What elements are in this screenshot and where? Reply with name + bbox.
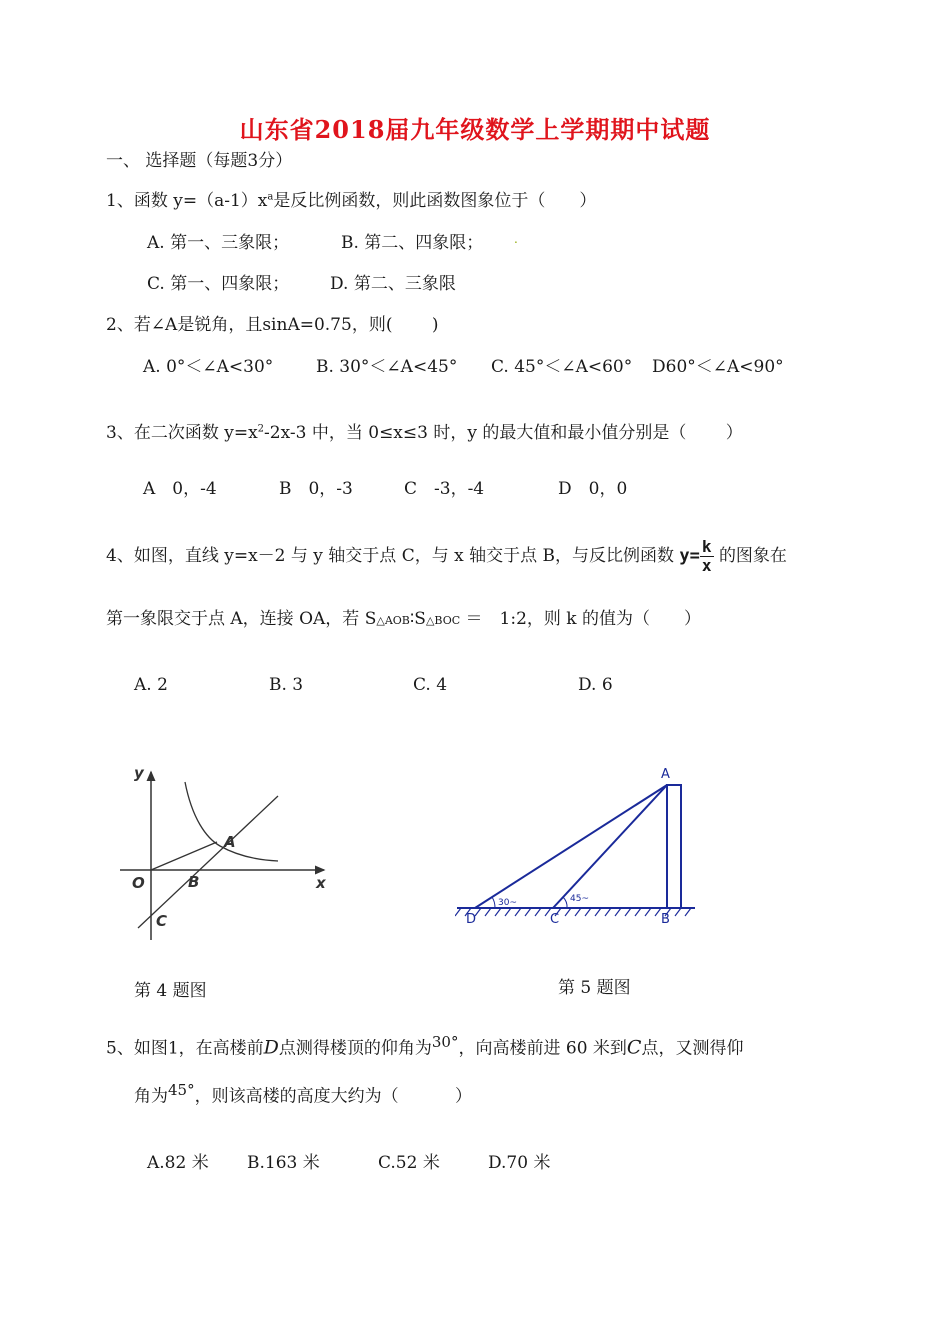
building: [667, 785, 681, 908]
point-c-symbol: C: [626, 1036, 642, 1059]
q4-option-c: C. 4: [413, 675, 448, 695]
q1-option-b: B. 第二、四象限；: [341, 233, 484, 253]
question-5-line-2: [134, 1081, 472, 1107]
q3-option-b: B 0，-3: [279, 479, 353, 499]
fig4-label-o: O: [132, 874, 145, 892]
angle-30-symbol: 30°: [431, 1033, 459, 1051]
question-3-prefix: 3、在二次函数 y=x: [106, 423, 258, 443]
question-5-part-2: 点测得楼顶的仰角为: [278, 1038, 432, 1059]
question-1-suffix: 是反比例函数，则此函数图象位于（ ）: [273, 191, 597, 211]
question-5-part-4: 点，又测得仰: [641, 1038, 744, 1059]
fig5-angle-45: 45~: [570, 894, 589, 904]
fig5-label-b: B: [661, 912, 670, 927]
question-5-line-1: [106, 1033, 743, 1059]
fig5-angle-30: 30~: [498, 898, 517, 908]
figure-4-graph: [110, 760, 340, 945]
fig4-label-c: C: [156, 912, 168, 930]
segment-oa: [151, 842, 217, 870]
question-5-line2-a: 角为: [134, 1086, 168, 1107]
subscript-boc: △BOC: [425, 614, 461, 627]
question-3-exponent: 2: [257, 423, 265, 435]
angle-arc-c: [563, 897, 567, 908]
fig5-label-d: D: [466, 912, 477, 927]
q3-option-a: A 0，-4: [143, 479, 217, 499]
line-y-x-minus-2: [138, 796, 278, 928]
question-4-line-1: [106, 538, 787, 575]
fig4-label-b: B: [188, 873, 200, 891]
fig5-label-a: A: [661, 767, 670, 782]
question-5-line2-b: ，则该高楼的高度大约为（ ）: [194, 1086, 472, 1107]
q5-option-d: D.70 米: [488, 1153, 551, 1173]
q2-option-c: C. 45°＜∠A<60°: [491, 357, 633, 377]
fig4-label-x: x: [316, 874, 326, 892]
q3-option-d: D 0，0: [558, 479, 628, 499]
angle-45-symbol: 45°: [168, 1081, 195, 1099]
question-1-prefix: 1、函数 y=（a-1）x: [106, 191, 268, 211]
section-heading: 一、 选择题（每题3分）: [106, 151, 293, 171]
fig4-label-a: A: [224, 833, 236, 851]
stray-dot: .: [514, 232, 518, 246]
q1-option-a: A. 第一、三象限；: [147, 233, 290, 253]
figure-5-caption: 第 5 题图: [558, 978, 631, 998]
question-4-prefix: 4、如图，直线 y=x－2 与 y 轴交于点 C，与 x 轴交于点 B，与反比例函数: [106, 546, 674, 566]
q5-option-a: A.82 米: [147, 1153, 209, 1173]
fig5-label-c: C: [550, 912, 560, 927]
fig4-label-y: y: [134, 764, 144, 782]
question-1-exponent: a: [267, 191, 274, 203]
q5-option-c: C.52 米: [378, 1153, 440, 1173]
question-5-part-1: 5、如图1，在高楼前: [106, 1038, 264, 1059]
question-3: [106, 418, 743, 443]
fraction-k-over-x: [700, 538, 714, 575]
q5-option-b: B.163 米: [247, 1153, 320, 1173]
ratio-colon: ∶S: [409, 609, 426, 629]
q4-option-a: A. 2: [134, 675, 168, 695]
question-4-line-2: [106, 604, 701, 629]
question-4-line2-a: 第一象限交于点 A，连接 OA，若 S: [106, 609, 377, 629]
q1-option-d: D. 第二、三象限: [330, 274, 456, 294]
figure-4-caption: 第 4 题图: [134, 981, 207, 1001]
q2-option-d: D60°＜∠A<90°: [652, 357, 784, 377]
point-d-symbol: D: [263, 1036, 279, 1059]
question-4-suffix: 的图象在: [718, 546, 787, 566]
angle-arc-d: [492, 897, 495, 908]
fraction-numerator: k: [701, 537, 712, 556]
q2-option-a: A. 0°＜∠A<30°: [143, 357, 274, 377]
subscript-aob: △AOB: [376, 614, 410, 627]
figure-5-diagram: [455, 760, 700, 930]
q2-option-b: B. 30°＜∠A<45°: [316, 357, 458, 377]
q4-option-b: B. 3: [269, 675, 304, 695]
question-1: [106, 186, 596, 211]
q1-option-c: C. 第一、四象限；: [147, 274, 290, 294]
function-lhs: y=: [679, 546, 700, 566]
question-2: 2、若∠A是锐角，且sinA=0.75，则( ): [106, 315, 439, 335]
q4-option-d: D. 6: [578, 675, 613, 695]
ground-hatching: [455, 908, 691, 916]
question-4-line2-b: ＝ 1:2，则 k 的值为（ ）: [465, 609, 702, 629]
fraction-denominator: x: [701, 556, 712, 575]
question-3-suffix: -2x-3 中，当 0≤x≤3 时，y 的最大值和最小值分别是（ ）: [264, 423, 743, 443]
question-5-part-3: ，向高楼前进 60 米到: [458, 1038, 627, 1059]
page-title: 山东省2018届九年级数学上学期期中试题: [239, 115, 711, 144]
q3-option-c: C -3，-4: [404, 479, 485, 499]
